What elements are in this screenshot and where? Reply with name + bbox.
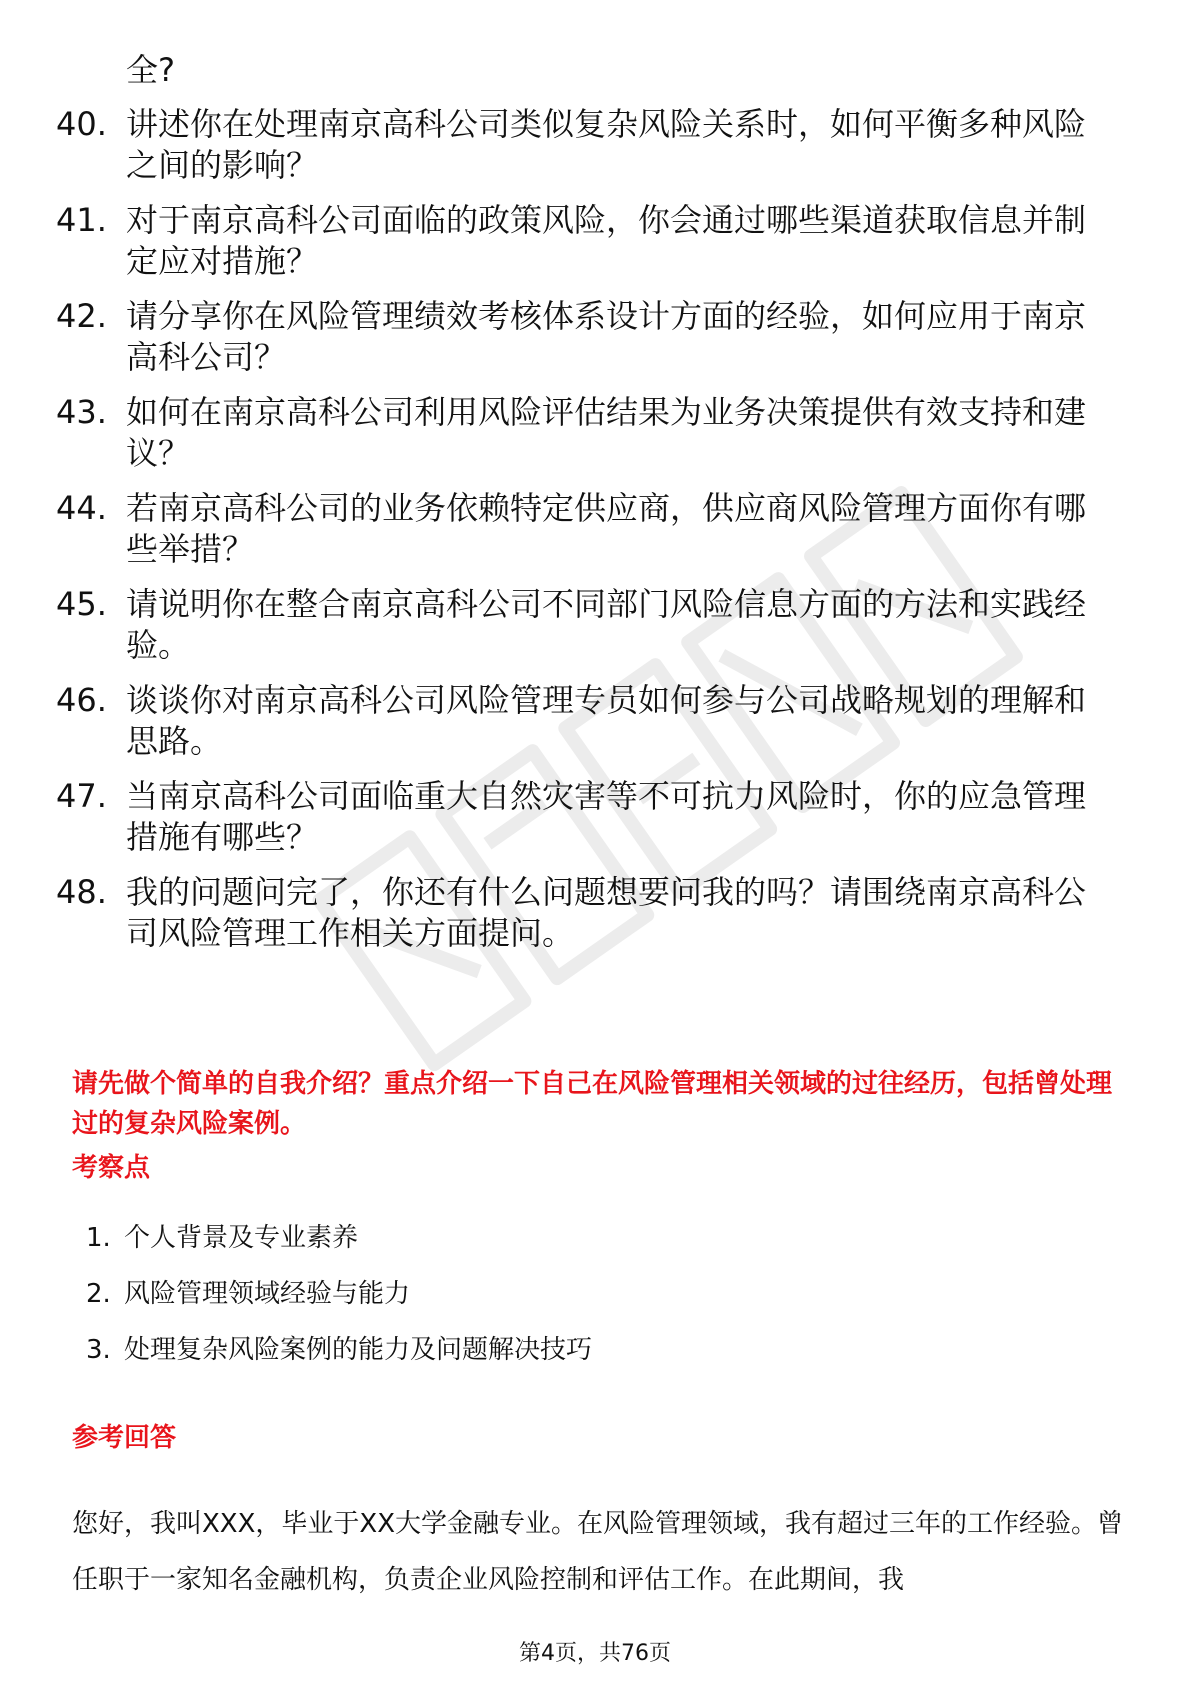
question-item	[56, 392, 1116, 474]
reference-answer-text: 您好，我叫XXX，毕业于XX大学金融专业。在风险管理领域，我有超过三年的工作经验。曾任职于一家知名金融机构，负责企业风险控制和评估工作。在此期间，我	[72, 1509, 1124, 1595]
question-text: 请分享你在风险管理绩效考核体系设计方面的经验，如何应用于南京高科公司？	[126, 297, 1087, 376]
reference-answer-heading: 参考回答	[72, 1423, 177, 1453]
question-item	[56, 104, 1116, 186]
question-text: 如何在南京高科公司利用风险评估结果为业务决策提供有效支持和建议？	[126, 393, 1087, 472]
question-item	[56, 680, 1116, 762]
question-number: 43.	[56, 393, 107, 431]
continued-question-text: 全?	[126, 51, 175, 89]
exam-point-text: 处理复杂风险案例的能力及问题解决技巧	[124, 1335, 593, 1365]
exam-point-item	[86, 1220, 358, 1256]
exam-point-item	[86, 1332, 592, 1368]
exam-points-heading: 考察点	[72, 1153, 151, 1183]
question-number: 42.	[56, 297, 107, 335]
exam-point-text: 个人背景及专业素养	[124, 1223, 359, 1253]
exam-point-text: 风险管理领域经验与能力	[124, 1279, 411, 1309]
page-footer: 第4页，共76页	[519, 1641, 671, 1666]
question-item	[56, 776, 1116, 858]
question-item	[56, 872, 1116, 954]
question-number: 45.	[56, 585, 107, 623]
question-text: 当南京高科公司面临重大自然灾害等不可抗力风险时，你的应急管理措施有哪些？	[126, 777, 1087, 856]
exam-point-item	[86, 1276, 410, 1312]
question-item	[56, 296, 1116, 378]
question-item	[56, 584, 1116, 666]
question-text: 讲述你在处理南京高科公司类似复杂风险关系时，如何平衡多种风险之间的影响？	[126, 105, 1087, 184]
question-number: 41.	[56, 201, 107, 239]
exam-point-number: 2.	[86, 1279, 111, 1309]
highlighted-question: 请先做个简单的自我介绍？重点介绍一下自己在风险管理相关领域的过往经历，包括曾处理过的复杂风险案例。	[72, 1069, 1113, 1139]
question-number: 44.	[56, 489, 107, 527]
question-text: 谈谈你对南京高科公司风险管理专员如何参与公司战略规划的理解和思路。	[126, 681, 1087, 760]
question-item	[56, 488, 1116, 570]
question-text: 对于南京高科公司面临的政策风险，你会通过哪些渠道获取信息并制定应对措施？	[126, 201, 1087, 280]
question-text: 请说明你在整合南京高科公司不同部门风险信息方面的方法和实践经验。	[126, 585, 1087, 664]
exam-point-number: 3.	[86, 1335, 111, 1365]
question-item	[56, 200, 1116, 282]
question-text: 我的问题问完了，你还有什么问题想要问我的吗？请围绕南京高科公司风险管理工作相关方面提问。	[126, 873, 1087, 952]
question-number: 46.	[56, 681, 107, 719]
question-text: 若南京高科公司的业务依赖特定供应商，供应商风险管理方面你有哪些举措？	[126, 489, 1087, 568]
question-number: 48.	[56, 873, 107, 911]
exam-point-number: 1.	[86, 1223, 111, 1253]
question-number: 40.	[56, 105, 107, 143]
question-number: 47.	[56, 777, 107, 815]
